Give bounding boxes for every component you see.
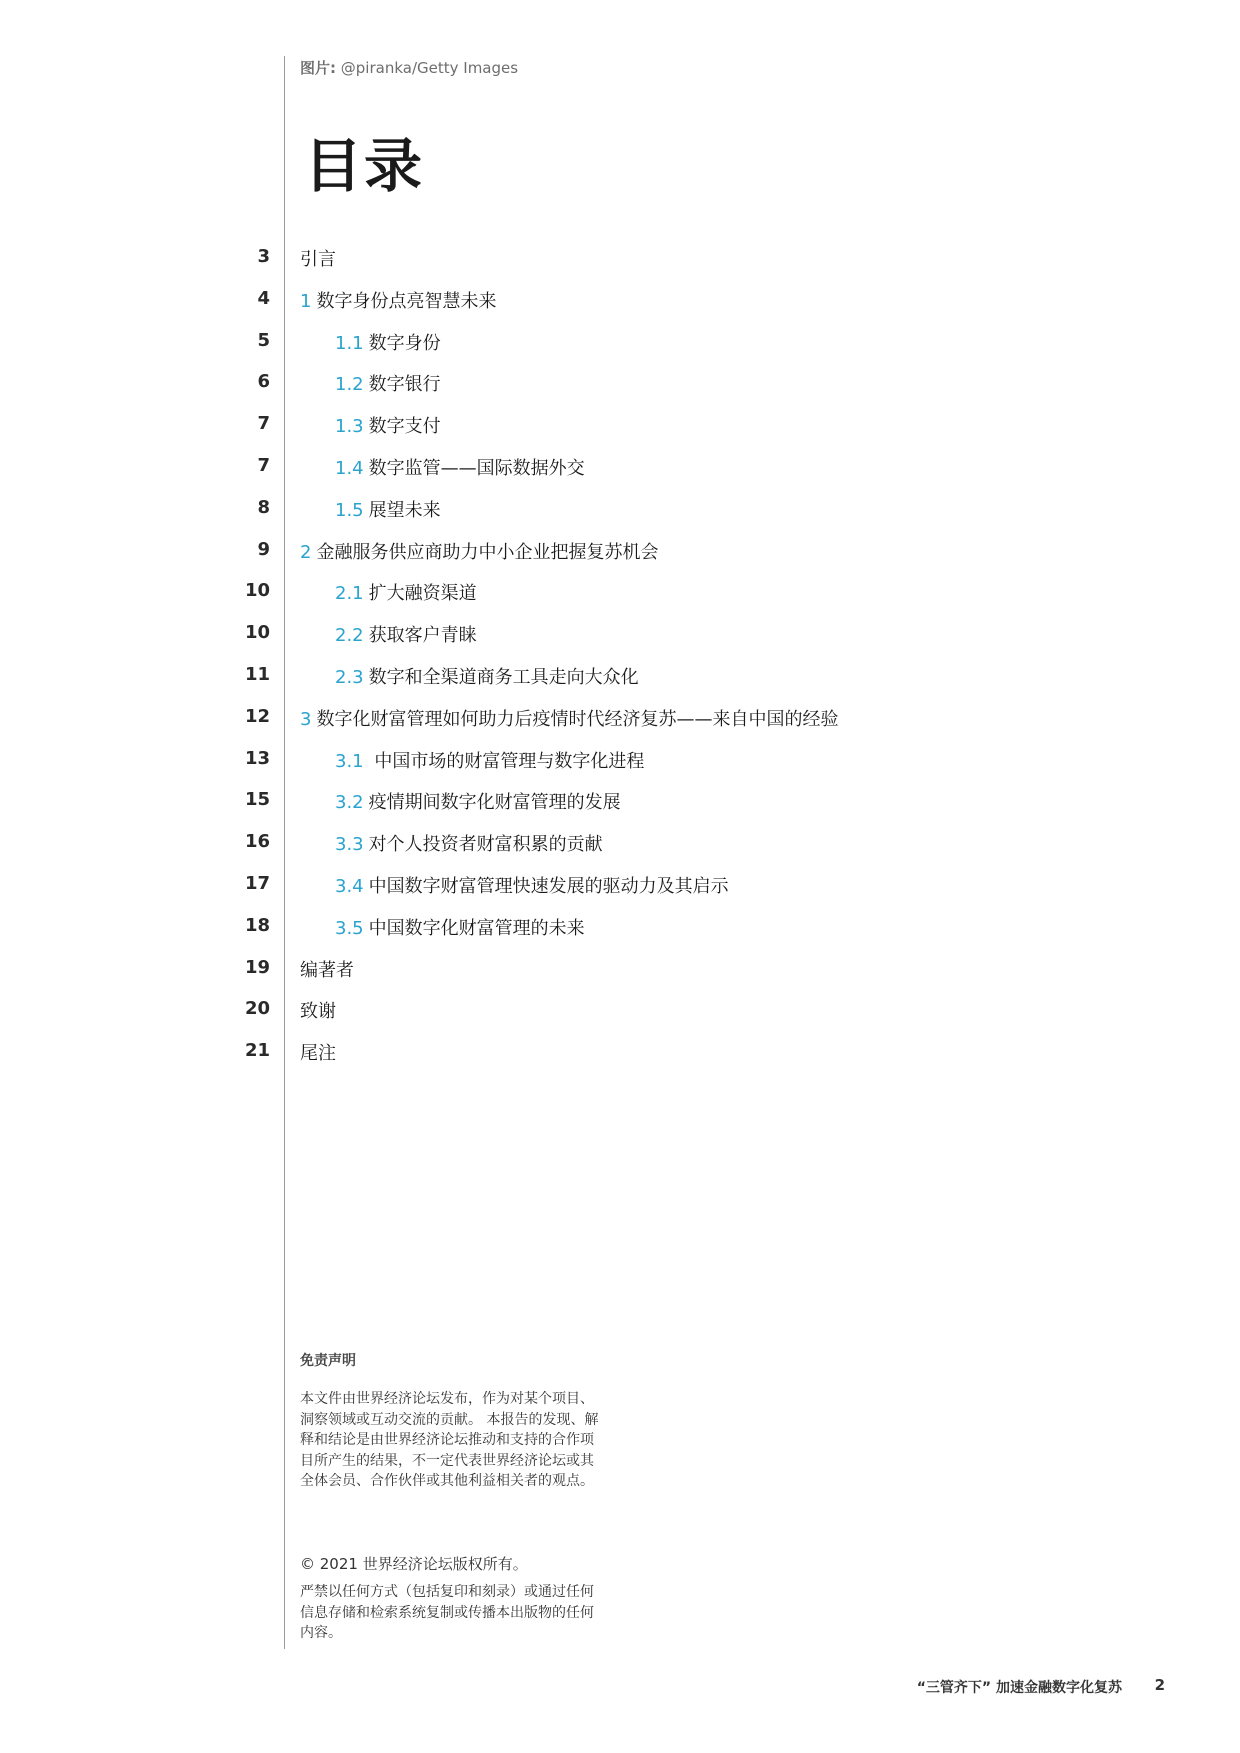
toc-entry[interactable]	[335, 579, 477, 605]
toc-entry[interactable]	[300, 997, 336, 1023]
toc-entry-text: 数字和全渠道商务工具走向大众化	[368, 666, 639, 688]
toc-page-number: 16	[244, 831, 270, 853]
toc-section-number: 2.3	[335, 666, 364, 688]
footer-page-number: 2	[1154, 1676, 1165, 1694]
toc-page-number: 20	[244, 998, 270, 1020]
toc-entry-text: 数字银行	[368, 374, 441, 396]
toc-entry[interactable]	[300, 956, 354, 982]
toc-entry-text: 数字身份点亮智慧未来	[316, 290, 497, 312]
toc-entry[interactable]	[300, 287, 496, 313]
toc-page-number: 21	[244, 1040, 270, 1062]
toc-row[interactable]	[0, 368, 1240, 410]
toc-page-number: 7	[257, 413, 270, 435]
toc-page-number: 8	[257, 496, 270, 518]
toc-page-number: 13	[244, 747, 270, 769]
copyright-notice: © 2021 世界经济论坛版权所有。	[300, 1555, 528, 1573]
toc-page-number: 19	[244, 956, 270, 978]
toc-entry-text: 引言	[300, 249, 336, 270]
toc-entry-text: 获取客户青睐	[368, 625, 477, 647]
toc-entry[interactable]	[335, 454, 585, 480]
table-of-contents	[0, 243, 1240, 1079]
toc-section-number: 3.3	[335, 834, 364, 856]
toc-entry[interactable]	[335, 914, 585, 940]
toc-section-number: 2.1	[335, 583, 364, 605]
toc-row[interactable]	[0, 786, 1240, 828]
toc-entry[interactable]	[335, 412, 441, 438]
toc-entry-text: 数字监管——国际数据外交	[368, 457, 585, 479]
toc-page-number: 15	[244, 789, 270, 811]
toc-page-number: 7	[257, 454, 270, 476]
toc-entry-text: 编著者	[300, 959, 354, 981]
toc-row[interactable]	[0, 327, 1240, 369]
toc-section-number: 1.4	[335, 457, 364, 479]
toc-row[interactable]	[0, 703, 1240, 745]
toc-entry-text: 数字身份	[368, 332, 441, 354]
toc-page-number: 6	[257, 371, 270, 393]
toc-entry[interactable]	[335, 663, 639, 689]
toc-row[interactable]	[0, 577, 1240, 619]
toc-row[interactable]	[0, 494, 1240, 536]
toc-page-number: 3	[257, 246, 270, 267]
toc-entry-text: 疫情期间数字化财富管理的发展	[368, 792, 621, 814]
toc-page-number: 5	[257, 329, 270, 351]
toc-entry[interactable]	[300, 245, 336, 271]
toc-section-number: 3.5	[335, 917, 364, 939]
toc-row[interactable]	[0, 536, 1240, 578]
toc-entry-text: 致谢	[300, 1001, 336, 1023]
toc-row[interactable]	[0, 661, 1240, 703]
toc-entry-text: 尾注	[300, 1043, 336, 1065]
toc-row[interactable]	[0, 828, 1240, 870]
image-credit	[300, 57, 518, 78]
toc-entry[interactable]	[300, 705, 838, 731]
toc-entry-text: 中国数字财富管理快速发展的驱动力及其启示	[368, 875, 729, 897]
toc-entry[interactable]	[335, 788, 621, 814]
toc-entry-text: 对个人投资者财富积累的贡献	[368, 834, 603, 856]
image-credit-label: 图片:	[300, 59, 336, 77]
toc-section-number: 1.3	[335, 416, 364, 438]
toc-section-number: 2.2	[335, 625, 364, 647]
toc-row[interactable]	[0, 410, 1240, 452]
toc-entry[interactable]	[335, 370, 441, 396]
toc-entry[interactable]	[335, 621, 477, 647]
toc-section-number: 1.5	[335, 499, 364, 521]
toc-entry-text: 中国市场的财富管理与数字化进程	[368, 750, 645, 772]
toc-row[interactable]	[0, 243, 1240, 285]
toc-entry-text: 展望未来	[368, 499, 441, 521]
toc-section-number: 1.1	[335, 332, 364, 354]
toc-entry-text: 中国数字化财富管理的未来	[368, 917, 585, 939]
toc-entry-text: 金融服务供应商助力中小企业把握复苏机会	[316, 541, 659, 563]
toc-row[interactable]	[0, 954, 1240, 996]
toc-page-number: 4	[257, 287, 270, 309]
toc-entry[interactable]	[300, 538, 658, 564]
toc-row[interactable]	[0, 870, 1240, 912]
toc-page-number: 18	[244, 914, 270, 936]
toc-section-number: 3.2	[335, 792, 364, 814]
toc-page-number: 17	[244, 872, 270, 894]
toc-row[interactable]	[0, 745, 1240, 787]
disclaimer	[300, 1350, 600, 1492]
toc-page-number: 9	[257, 538, 270, 560]
rights-notice: 严禁以任何方式（包括复印和刻录）或通过任何信息存储和检索系统复制或传播本出版物的任何内容。	[300, 1584, 594, 1641]
toc-entry[interactable]	[335, 496, 441, 522]
toc-entry[interactable]	[335, 747, 644, 773]
toc-page-number: 11	[244, 663, 270, 685]
toc-page-number: 12	[244, 705, 270, 727]
toc-row[interactable]	[0, 285, 1240, 327]
toc-entry[interactable]	[335, 872, 729, 898]
image-credit-text: @piranka/Getty Images	[340, 59, 519, 77]
toc-row[interactable]	[0, 452, 1240, 494]
toc-row[interactable]	[0, 912, 1240, 954]
toc-section-number: 3	[300, 708, 312, 730]
toc-page-number: 10	[244, 580, 270, 602]
toc-section-number: 3.1	[335, 750, 364, 772]
page-title: 目录	[304, 132, 425, 200]
toc-entry-text: 数字化财富管理如何助力后疫情时代经济复苏——来自中国的经验	[316, 708, 839, 730]
disclaimer-heading: 免责声明	[300, 1353, 356, 1369]
footer-title: “三管齐下” 加速金融数字化复苏	[916, 1680, 1122, 1696]
toc-entry-text: 扩大融资渠道	[368, 583, 477, 605]
toc-row[interactable]	[0, 619, 1240, 661]
toc-page-number: 10	[244, 622, 270, 644]
toc-section-number: 3.4	[335, 875, 364, 897]
toc-entry[interactable]	[300, 1039, 336, 1065]
toc-entry[interactable]	[335, 830, 603, 856]
toc-row[interactable]	[0, 995, 1240, 1037]
toc-section-number: 1.2	[335, 374, 364, 396]
toc-section-number: 1	[300, 290, 312, 312]
toc-row[interactable]	[0, 1037, 1240, 1079]
disclaimer-body: 本文件由世界经济论坛发布，作为对某个项目、洞察领域或互动交流的贡献。 本报告的发现、解释和结论是由世界经济论坛推动和支持的合作项目所产生的结果，不一定代表世界经济论坛或其全体会员、合作伙伴或其他利益相关者的观点。	[300, 1391, 599, 1489]
toc-entry-text: 数字支付	[368, 416, 441, 438]
toc-section-number: 2	[300, 541, 312, 563]
toc-entry[interactable]	[335, 329, 441, 355]
